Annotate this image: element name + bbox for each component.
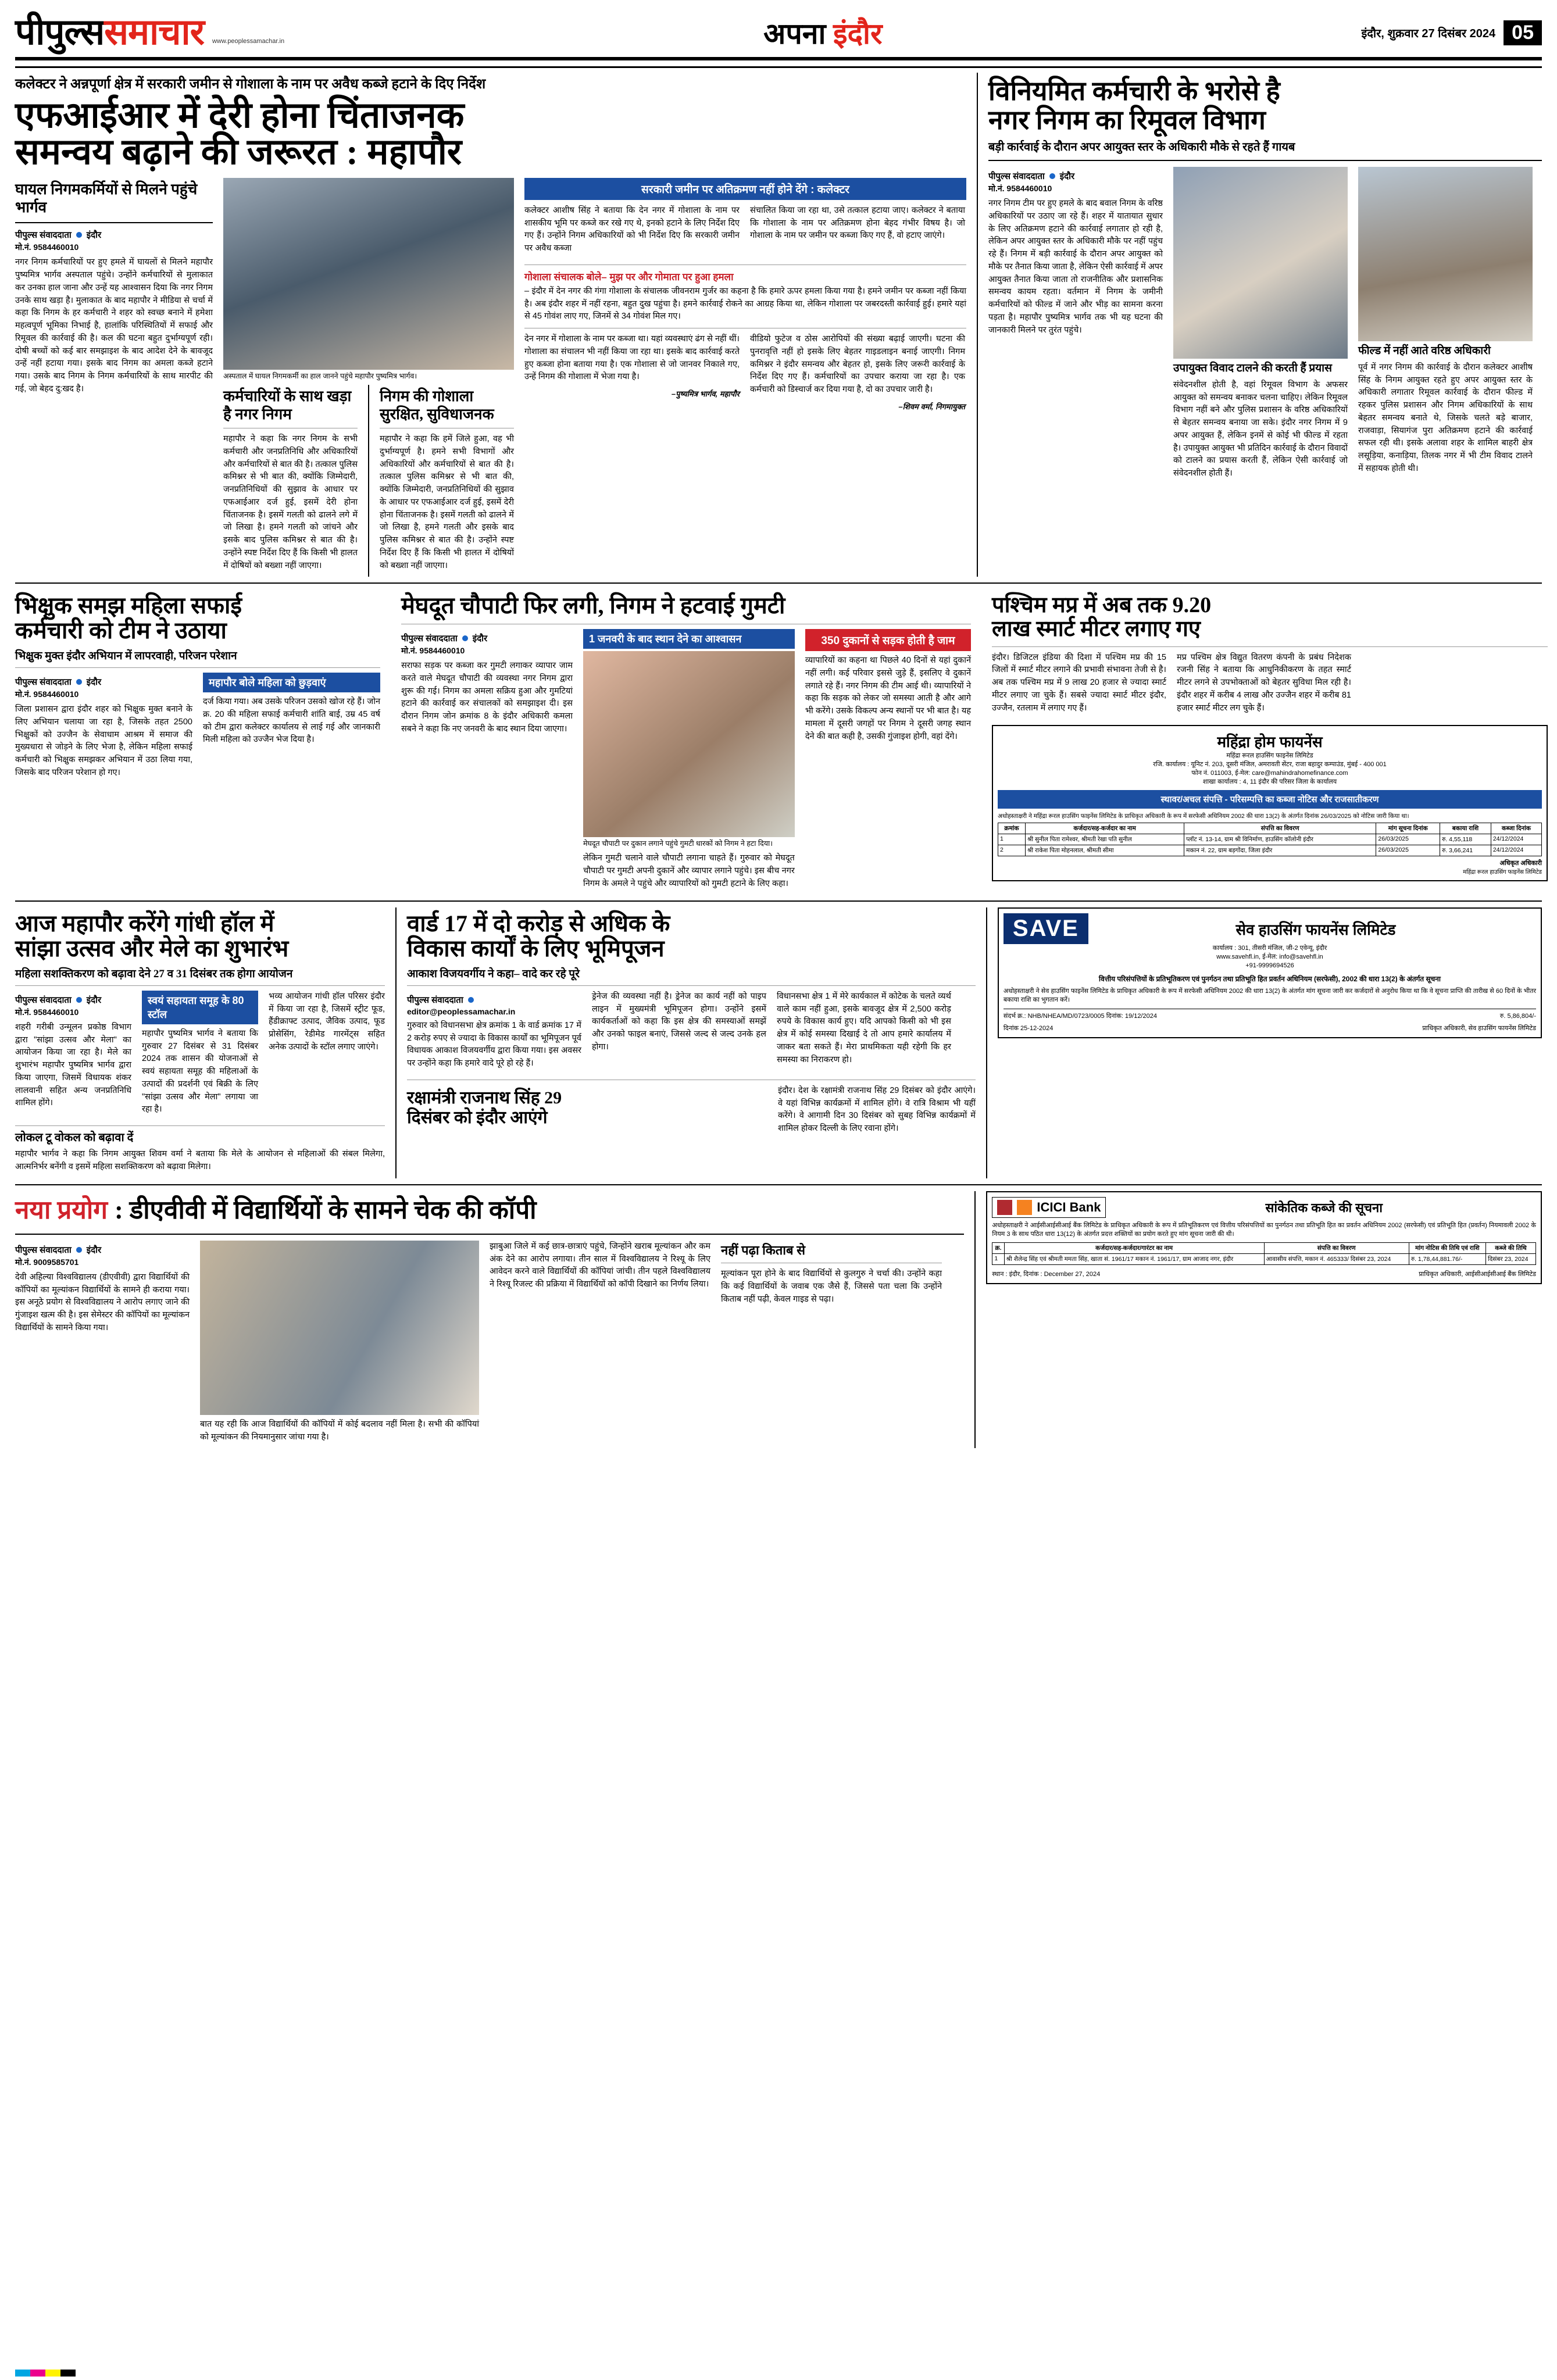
rule xyxy=(15,1125,385,1126)
byline-mobile: मो.नं. 9584460010 xyxy=(15,1007,79,1017)
bullet-icon xyxy=(76,1247,82,1253)
icici-table xyxy=(992,1242,1536,1265)
divider xyxy=(986,907,987,1178)
cell: श्री सुनील पिता रामेश्वर, श्रीमती रेखा पति सुनील xyxy=(1026,834,1184,845)
save-heading: वित्तीय परिसंपत्तियों के प्रतिभूतिकरण एवं पुनर्गठन तथा प्रतिभूति हित प्रवर्तन अधिनियम (सरफेसी), 2002 की धारा 13(2) के अंतर्गत सूचना xyxy=(1098,974,1441,983)
rajnath-head-2: दिसंबर को इंदौर आएंगे xyxy=(406,1107,548,1127)
ward17-columns xyxy=(407,991,976,1075)
mahindra-phone[interactable]: फोन नं. 011003, ई-मेल: care@mahindrahomefinance.com xyxy=(1191,769,1348,777)
byline-email[interactable]: editor@peoplessamachar.in xyxy=(406,1006,516,1016)
lead-kicker: कलेक्टर ने अन्नपूर्णा क्षेत्र में सरकारी जमीन से गोशाला के नाम पर अवैध कब्जे हटाने के दिए निर्देश xyxy=(15,77,486,92)
cell: 26/03/2025 xyxy=(1376,845,1440,856)
rajnath-block xyxy=(407,1085,976,1140)
divider xyxy=(974,1191,976,1449)
gandhi-col3: भव्य आयोजन गांधी हॉल परिसर इंदौर में किया जा रहा है, जिसमें स्ट्रीट फूड, हैंडीक्राफ्ट उत्पाद, जैविक उत्पाद, फूड प्रोसेसिंग, रेडीमेड गारमेंट्स सहित अनेक उत्पादों के स्टॉल लगाए जाएंगे। xyxy=(269,991,385,1052)
cell: 24/12/2024 xyxy=(1491,845,1541,856)
naya-prayog-columns xyxy=(15,1241,964,1449)
lead-story-block xyxy=(15,73,966,577)
rule xyxy=(15,222,213,223)
smartmeter-head-1: पश्चिम मप्र में अब तक 9.20 xyxy=(992,593,1212,618)
rule xyxy=(992,646,1548,647)
byline xyxy=(407,994,581,1006)
cell: 2 xyxy=(998,845,1026,856)
mahindra-table-title: स्थावर/अचल संपत्ति - परिसम्पत्ति का कब्जा नोटिस और राजसातीकरण xyxy=(998,790,1542,809)
mahindra-signature-2: महिंद्रा रूरल हाउसिंग फाइनेंस लिमिटेड xyxy=(1463,869,1542,875)
right-lead-columns xyxy=(988,167,1542,485)
icici-logo xyxy=(992,1197,1106,1218)
edition-date: इंदौर, शुक्रवार 27 दिसंबर 2024 xyxy=(1361,27,1496,40)
logo-red-text: समाचार xyxy=(104,13,204,52)
right-col2: संवेदनशील होती है, वहां रिमूवल विभाग के अफसर आयुक्त को समन्वय बनाकर चलना चाहिए। लेकिन रिमूवल विभाग नहीं बने और पुलिस प्रशासन के वरिष्ठ अधिकारियों से बेहतर समन्वय बनाया जा सके। इंदौर नगर निगम में 9 अपर आयुक्त हैं, लेकिन इनमें से कोई भी फील्ड में रहता है। उपायुक्त आयुक्त भी प्रतिदिन कार्रवाई के दौरान विवादों को टालने का प्रयास करती हैं, लेकिन ऐसी कार्रवाई जो संवेदनशील होती हैं। xyxy=(1173,380,1348,478)
cell: मकान नं. 22, ग्राम बड़गोंदा, जिला इंदौर xyxy=(1184,845,1376,856)
byline-name: पीपुल्स संवाददाता xyxy=(988,171,1045,182)
meghdoot-col1: सराफा सड़क पर कब्जा कर गुमटी लगाकर व्यापार जाम करते वाले मेघदूत चौपाटी की व्यवस्था नगर निगम द्वारा शुरू की गई। निगम का अमला सक्रिय हुआ और गुमटियां हटाने की कार्रवाई कर संचालकों को समझाइश दी। इस दौरान निगम जोन क्रमांक 8 के इंदौर अधिकारी कमला सबने ने कहा कि नए जनवरी के बाद स्थान दिया जाएगा। xyxy=(401,661,573,734)
byline xyxy=(401,632,573,644)
byline xyxy=(15,1244,190,1256)
bottom-section xyxy=(15,1191,1542,1449)
photo-caption: अस्पताल में घायल निगमकर्मी का हाल जानने पहुंचे महापौर पुष्यमित्र भार्गव। xyxy=(223,371,417,380)
right-lead-block xyxy=(988,73,1542,577)
goshala-body: महापौर ने कहा कि हमें जिले हुआ, वह भी दुर्भाग्यपूर्ण है। हमने सभी विभागों और अधिकारियों और कर्मचारियों से बात की है। तत्काल पुलिस कमिश्नर से भी बात की, क्योंकि जिम्मेदारी, जनप्रतिनिधियों की सुझाव के आधार पर एफआईआर दर्ज हुई, इसमें देरी होना चिंताजनक है। इसमें गलती को ढालने में जो लिखा है, हमने गलती और इसके बाद पुलिस कमिश्नर से बात की है। उन्होंने स्पष्ट निर्देश दिए हैं कि किसी भी हालत में दोषियों को बख्शा नहीं जाएगा। xyxy=(379,434,514,570)
rajnath-body: इंदौर। देश के रक्षामंत्री राजनाथ सिंह 29 दिसंबर को इंदौर आएंगे। वे यहां विभिन्न कार्यक्रमों में शामिल होंगे। वे रात्रि विश्राम भी यहीं करेंगे। वे आगामी दिन 30 दिसंबर को सुबह विभिन्न कार्यक्रमों में शामिल होकर दिल्ली के लिए रवाना होंगे। xyxy=(777,1085,976,1134)
ward17-subhead: आकाश विजयवर्गीय ने कहा– वादे कर रहे पूरे xyxy=(406,967,580,980)
rule xyxy=(15,1234,964,1235)
meghdoot-ribbon: 1 जनवरी के बाद स्थान देने का आश्वासन xyxy=(583,629,795,649)
byline-name: पीपुल्स संवाददाता xyxy=(15,995,72,1005)
smartmeter-col2: मप्र पश्चिम क्षेत्र विद्युत वितरण कंपनी के प्रबंध निदेशक रजनी सिंह ने बताया कि आधुनिकीकरण के तहत स्मार्ट मीटर लगने से उपभोक्ताओं को बेहतर सुविधा मिल रही है। इंदौर शहर में करीब 4 लाख और उज्जैन शहर में करीब 81 हजार स्मार्ट मीटर लग चुके हैं। xyxy=(1177,652,1351,713)
th-2: संपत्ति का विवरण xyxy=(1184,823,1376,834)
meghdoot-photo-caption: मेघदूत चौपाटी पर दुकान लगाने पहुंचे गुमटी धारकों को निगम ने हटा दिया। xyxy=(583,839,773,848)
save-web[interactable]: www.savehfl.in, ई-मेल: info@savehfl.in xyxy=(1216,953,1323,961)
right-head-2: नगर निगम का रिमूवल विभाग xyxy=(988,105,1266,135)
bhikshuk-bluebar: महापौर बोले महिला को छुड़वाएं xyxy=(203,673,380,692)
cell: दिसंबर 23, 2024 xyxy=(1485,1254,1535,1265)
th-2: संपत्ति का विवरण xyxy=(1264,1243,1409,1254)
th-4: कब्जे की तिथि xyxy=(1485,1243,1535,1254)
credit-commissioner: –शिवम वर्मा, निगमायुक्त xyxy=(898,402,965,411)
lead-headline-2: समन्वय बढ़ाने की जरूरत : महापौर xyxy=(15,132,462,172)
story-meghdoot xyxy=(401,589,971,895)
byline-mobile: मो.नं. 9584460010 xyxy=(988,184,1052,194)
mahindra-signature: अधिकृत अधिकारी xyxy=(1499,859,1542,867)
story-bhikshuk xyxy=(15,589,380,895)
mahindra-table xyxy=(998,823,1542,856)
save-ad-box xyxy=(998,907,1542,1038)
photo-meghdoot-chaupati xyxy=(583,651,795,837)
icici-mark2-icon xyxy=(1017,1200,1032,1215)
save-body: अधोहस्ताक्षरी ने सेव हाउसिंग फाइनेंस लिमिटेड के प्राधिकृत अधिकारी के रूप में सरफेसी अधिनियम 2002 की धारा 13(2) के अंतर्गत मांग सूचना जारी कर कर्जदारों से अनुरोध किया था कि वे सूचना प्राप्ति की तारीख से 60 दिनों के भीतर बकाया राशि का भुगतान करें। xyxy=(1003,987,1536,1004)
byline xyxy=(988,170,1163,182)
th-1: कर्जदार/सह-कर्जदार का नाम xyxy=(1026,823,1184,834)
gandhi-columns xyxy=(15,991,385,1121)
rule xyxy=(15,985,385,986)
photo-hospital-visit xyxy=(223,178,514,370)
ward17-col2: ड्रेनेज की व्यवस्था नहीं है। ड्रेनेज का कार्य नहीं को पाइप लाइन में मुख्यमंत्री भूमिपूजन होगा। उन्होंने इसमें कार्यकर्ताओं को कहा कि इस क्षेत्र की समस्याओं समझें और उनको फाइल बनाएं, जिससे जल्द से जल्द उनके हल होगा। xyxy=(591,991,766,1052)
divider xyxy=(368,385,369,577)
gandhi-col1: शहरी गरीबी उन्मूलन प्रकोष्ठ विभाग द्वारा "सांझा उत्सव और मेला" का आयोजन किया जा रहा है। मेले का शुभारंभ महापौर पुष्यमित्र भार्गव द्वारा किया जाएगा, जिसमें विधायक शंकर लालवानी सहित अन्य जनप्रतिनिधि शामिल होंगे। xyxy=(15,1022,131,1108)
cell: 26/03/2025 xyxy=(1376,834,1440,845)
naya-col2: झाबुआ जिले में कई छात्र-छात्राएं पहुंचे, जिन्होंने खराब मूल्यांकन और कम अंक देने का आरोप लगाया। तीन साल में विश्वविद्यालय ने रिश्यू के लिए आवेदन करने वाले विद्यार्थियों की कॉपियां जांची। तीन पहले विश्वविद्यालय ने रिश्यू रिजल्ट की प्रक्रिया में विद्यार्थियों को कॉपी दिखाने का निर्णय लिया। xyxy=(490,1241,710,1289)
sub-story-karmchari xyxy=(223,385,358,577)
naya-prayog-label: नया प्रयोग xyxy=(15,1195,108,1224)
gandhi-col2: महापौर पुष्यमित्र भार्गव ने बताया कि गुरुवार 27 दिसंबर से 31 दिसंबर 2024 तक शासन की योजनाओं से स्वयं सहायता समूह की महिलाओं के उत्पादों की प्रदर्शनी एवं बिक्री के लिए "सांझा उत्सव और मेला" लगाया जा रहा है। xyxy=(142,1028,258,1114)
ward17-col1: गुरुवार को विधानसभा क्षेत्र क्रमांक 1 के वार्ड क्रमांक 17 में 2 करोड़ रुपए से ज्यादा के विकास कार्यों का भूमिपूजन पूर्व विधायक आकाश विजयवर्गीय द्वारा किया गया। इस अवसर पर उन्होंने कहा कि हमारे वादे पूरे हो रहे हैं। xyxy=(406,1020,581,1069)
masthead-right xyxy=(1361,20,1542,45)
byline-name: पीपुल्स संवाददाता xyxy=(15,1245,72,1255)
save-logo: SAVE xyxy=(1004,913,1088,944)
right-head-1: विनियमित कर्मचारी के भरोसे है xyxy=(988,76,1280,106)
bullet-icon xyxy=(76,679,82,685)
box-350-body: व्यापारियों का कहना था पिछले 40 दिनों से यहां दुकानें नहीं लगी। कई परिवार इससे जुड़े हैं, इसलिए वे दुकानें लगाते रहे हैं। नगर निगम की टीम आई थी। व्यापारियों ने कहा कि सड़क को लेकर जो समस्या आती है और आगे भी करेंगे। उसके विकल्प अन्य स्थानों पर भी बात है। यह मामला में दूसरी जगहों पर निगम ने दूसरी जगह स्थान देने की बात कही है, उसकी गुंजाइश होगी, वहां देंगे। xyxy=(805,656,971,741)
table-header-row xyxy=(992,1243,1536,1254)
rule xyxy=(15,667,380,668)
cmyk-registration-marks xyxy=(15,2370,76,2377)
bullet-icon xyxy=(76,997,82,1003)
save-date: दिनांक 25-12-2024 xyxy=(1003,1024,1054,1032)
divider xyxy=(977,73,978,577)
mahindra-title: महिंद्रा होम फायनेंस xyxy=(1217,733,1323,751)
goshala-head: निगम की गोशाला सुरक्षित, सुविधाजनक xyxy=(379,387,494,423)
ad-mahindra xyxy=(992,725,1548,881)
upayukt-head: उपायुक्त विवाद टालने की करती हैं प्रयास xyxy=(1173,362,1332,375)
column-ghayal xyxy=(15,178,213,577)
magenta-swatch xyxy=(30,2370,45,2377)
th-4: बकाया राशि xyxy=(1440,823,1491,834)
edition-title-1: अपना xyxy=(763,17,826,50)
naya-col3: बात यह रही कि आज विद्यार्थियों की कॉपियों में कोई बदलाव नहीं मिला है। सभी की कॉपियां को मूल्यांकन की नियमानुसार जांचा गया है। xyxy=(200,1419,479,1442)
right-col1: नगर निगम टीम पर हुए हमले के बाद बवाल निगम के वरिष्ठ अधिकारियों पर उठाए जा रहे हैं। शहर में यातायात सुधार के लिए अतिक्रमण हटाने की कार्रवाई लगातार हो रही है, लेकिन अपर आयुक्त स्तर के अधिकारी मौके पर नहीं पहुंच रहे हैं। निगम में बड़ी कार्रवाई के दौरान अपर आयुक्त को मौके पर तैनात किया जाता है, लेकिन ऐसी कार्रवाई में अपर आयुक्त तैनात किया जाता तो राजनीतिक और प्रशासनिक समन्वय कायम रहता। वर्तमान में निगम के जमीनी कर्मचारियों को फील्ड में जाने और भीड़ का सामना करना पड़ता है। महापौर पुष्यमित्र भार्गव तक भी यह घटना की जानकारी मिलने पर तुरंत पहुंचे। xyxy=(988,199,1163,335)
icici-ad-box xyxy=(986,1191,1542,1285)
rule xyxy=(15,900,1542,902)
cell: श्री शैलेन्द्र सिंह एवं श्रीमती ममता सिंह, खाता सं. 1961/17 मकान नं. 1961/17, ग्राम आजाद नगर, इंदौर xyxy=(1004,1254,1264,1265)
byline-city: इंदौर xyxy=(86,677,102,687)
cell: आवासीय संपत्ति, मकान नं. 465333/ दिसंबर 23, 2024 xyxy=(1264,1254,1409,1265)
cell: 1 xyxy=(998,834,1026,845)
right-col-text xyxy=(988,167,1163,485)
save-footer: प्राधिकृत अधिकारी, सेव हाउसिंग फायनेंस लिमिटेड xyxy=(1422,1024,1536,1032)
th-0: क्रमांक xyxy=(998,823,1026,834)
box-350-title: 350 दुकानों से सड़क होती है जाम xyxy=(805,629,971,651)
local-vocal-title: लोकल टू वोकल को बढ़ावा दें xyxy=(15,1131,134,1145)
karmchari-body: महापौर ने कहा कि नगर निगम के सभी कर्मचारी और जनप्रतिनिधि और अधिकारियों और कर्मचारियों से बात की है। तत्काल पुलिस कमिश्नर से भी बात की, क्योंकि जिम्मेदारी, जनप्रतिनिधियों की सुझाव के आधार पर एफआईआर दर्ज हुई, इसमें देरी होना चिंताजनक है। इसमें गलती को ढालने लगे में जो लिखा है। हमने गलती को जांचने और इसके बाद पुलिस कमिश्नर से बात की है। उन्होंने स्पष्ट निर्देश दिए हैं कि किसी भी हालत में दोषियों को बख्शा नहीं जाएगा। xyxy=(223,434,358,570)
photo-crowd xyxy=(1358,167,1533,341)
byline xyxy=(15,994,131,1006)
publication-logo xyxy=(15,15,284,51)
page-number: 05 xyxy=(1504,20,1542,45)
divider xyxy=(395,907,397,1178)
bhikshuk-col1: जिला प्रशासन द्वारा इंदौर शहर को भिक्षुक मुक्त बनाने के लिए अभियान चलाया जा रहा है, जिसके तहत 2500 भिक्षुकों को उज्जैन के सेवाधाम आश्रम में समाज की मुख्यधारा से जोड़ने के लिए भेजा है, लेकिन महिला सफाई कर्मचारी को भिक्षुक समझकर अभियान में उठा लिया गया, जिसके बाद परिजन परेशान हो गए। xyxy=(15,705,192,777)
gandhi-head-1: आज महापौर करेंगे गांधी हॉल में xyxy=(15,910,274,937)
sub-story-goshala xyxy=(380,385,514,577)
mahindra-branch: शाखा कार्यालय : 4, 11 इंदौर की परिसर जिला के कार्यालय xyxy=(1202,778,1337,785)
kalector-col4: वीडियो फुटेज व ठोस आरोपियों की संख्या बढ़ाई जाएगी। घटना की पुनरावृत्ति नहीं हो इसके लिए बेहतर गाइडलाइन बनाई जाएगी। निगम कमिश्नर ने इंदौर समन्वय और बेहतर हो, इसके लिए जरूरी कार्रवाई के निर्देश दिए गए हैं। कर्मचारियों का उपचार कराया जा रहा है। एक कर्मचारी को डिस्चार्ज कर दिया गया है, दो का उपचार जारी है। xyxy=(750,334,965,395)
two-sub-stories xyxy=(223,385,514,577)
save-address: कार्यालय : 301, तीसरी मंजिल, जी-2 एवेन्यू, इंदौर xyxy=(1212,945,1327,952)
mahindra-line1: महिंद्रा रूरल हाउसिंग फाइनेंस लिमिटेड xyxy=(1226,752,1313,760)
byline-mobile: मो.नं. 9584460010 xyxy=(15,242,79,252)
save-phone[interactable]: +91-9999694526 xyxy=(1245,962,1294,970)
goshala-sanchalak-head: गोशाला संचालक बोले– मुझ पर और गोमाता पर हुआ हमला xyxy=(524,271,734,283)
karmchari-head: कर्मचारियों के साथ खड़ा है नगर निगम xyxy=(223,387,352,423)
rule xyxy=(15,1184,1542,1185)
gandhi-head-2: सांझा उत्सव और मेले का शुभारंभ xyxy=(15,935,289,962)
th-1: कर्जदार/सह-कर्जदार/गारंटर का नाम xyxy=(1004,1243,1264,1254)
icici-title: सांकेतिक कब्जे की सूचना xyxy=(1265,1200,1383,1215)
story-naya-prayog xyxy=(15,1191,964,1449)
icici-footer: प्राधिकृत अधिकारी, आईसीआईसीआई बैंक लिमिटेड xyxy=(1419,1271,1536,1278)
photo-caption-body: पूर्व में नगर निगम की कार्रवाई के दौरान कलेक्टर आशीष सिंह के निगम आयुक्त रहते हुए अपर आयुक्त स्तर के अधिकारी लगातार रिमूवल कार्रवाई के दौरान फील्ड में रहकर पुलिस प्रशासन और निगम अधिकारियों के साथ बेहतर समन्वय बनाते थे, जिसके चलते बड़े बाजार, राजवाड़ा, सियागंज पुरा अतिक्रमण हटाने की कार्रवाई सफल रही थी। इसके अलावा शहर के शामिल बाहरी क्षेत्र लसूड़िया, कनाड़िया, तिलक नगर में भी टीम विवाद टालने में सहायक होती थी। xyxy=(1358,362,1533,473)
black-swatch xyxy=(60,2370,76,2377)
cell: रु. 1,78,44,881.76/- xyxy=(1409,1254,1485,1265)
icici-bank-name: ICICI Bank xyxy=(1037,1199,1101,1214)
naya-col1: देवी अहिल्या विश्वविद्यालय (डीएवीवी) द्वारा विद्यार्थियों की कॉपियों का मूल्यांकन विद्यार्थियों के सामने ही कराया गया। इस अनूठे प्रयोग से विश्वविद्यालय ने आरोप लगाए जाने की गुंजाइश खत्म की है। इस सेमेस्टर की कॉपियों का मूल्यांकन विद्यार्थियों के सामने किया गया। xyxy=(15,1272,190,1332)
kalector-col1: कलेक्टर आशीष सिंह ने बताया कि देन नगर में गोशाला के नाम पर शासकीय भूमि पर कब्जे कर रखे गए थे, इनको हटाने के लिए निर्देश दिए गए हैं। उन्होंने निगम अधिकारियों को भी निर्देश दिए कि सरकारी जमीन पर अवैध कब्जा xyxy=(524,205,740,253)
photo-truck-removal xyxy=(1173,167,1348,359)
th-5: कब्जा दिनांक xyxy=(1491,823,1541,834)
nahi-padha-title: नहीं पढ़ा किताब से xyxy=(721,1242,805,1257)
bullet-icon xyxy=(468,997,474,1003)
box-kalector-top xyxy=(524,205,966,260)
save-ref: संदर्भ क्र.: NHB/NHEA/MD/0723/0005 दिनांक: 19/12/2024 xyxy=(1003,1012,1157,1020)
box-kalector-bottom xyxy=(524,333,966,412)
photo-davv-hall xyxy=(200,1241,479,1415)
meghdoot-col2: लेकिन गुमटी चलाने वाले चौपाटी लगाना चाहते हैं। गुरुवार को मेघदूत चौपाटी पर गुमटी अपनी दुकानें और व्यापार लगाने पहुंचे। इस बीच नगर निगम के अमले ने पहुंचे और व्यापारियों को गुमटी हटाने के लिए कहा। xyxy=(583,853,795,888)
gandhi-bluebar: स्वयं सहायता समूह के 80 स्टॉल xyxy=(142,991,258,1024)
th-0: क्र. xyxy=(992,1243,1004,1254)
rule xyxy=(15,583,1542,584)
bullet-icon xyxy=(1049,173,1055,179)
meghdoot-columns xyxy=(401,629,971,895)
byline xyxy=(15,676,192,688)
right-subhead: बड़ी कार्रवाई के दौरान अपर आयुक्त स्तर के अधिकारी मौके से रहते हैं गायब xyxy=(988,141,1295,154)
rule xyxy=(407,985,976,986)
edition-title xyxy=(763,13,882,52)
mahindra-address: रजि. कार्यालय : यूनिट नं. 203, दूसरी मंजिल, अमरावती सेंटर, राजा बहादुर कम्पाउंड, मुंबई - 400 001 xyxy=(1153,761,1387,769)
byline-name: पीपुल्स संवाददाता xyxy=(15,230,72,241)
masthead xyxy=(15,13,1542,60)
ghayal-head-1: घायल निगमकर्मियों से मिलने पहुंचे भार्गव xyxy=(15,180,198,216)
edition-title-2: इंदौर xyxy=(833,17,883,50)
lead-headline-1: एफआईआर में देरी होना चिंताजनक xyxy=(15,96,465,135)
logo-main-text: पीपुल्स xyxy=(15,13,105,52)
ad-icici xyxy=(986,1191,1542,1449)
smartmeter-col1: इंदौर। डिजिटल इंडिया की दिशा में पश्चिम मप्र की 15 जिलों में स्मार्ट मीटर लगाने की प्रभावी संभावना तेजी से है। अब तक पश्चिम मप्र में 9 लाख 20 हजार से ज्यादा स्मार्ट मीटर लगाए जा चुके हैं। सबसे ज्यादा स्मार्ट मीटर इंदौर, उज्जैन, रतलाम में लगाए गए हैं। xyxy=(992,652,1166,713)
yellow-swatch xyxy=(45,2370,60,2377)
mahindra-note: अधोहस्ताक्षरी ने महिंद्रा रूरल हाउसिंग फाइनेंस लिमिटेड के प्राधिकृत अधिकारी के रूप में सरफेसी अधिनियम 2002 की धारा 13(2) के अंतर्गत दिनांक 26/03/2025 को नोटिस जारी किया था। xyxy=(998,812,1409,820)
ghayal-body: नगर निगम कर्मचारियों पर हुए हमले में घायलों से मिलने महापौर पुष्यमित्र भार्गव अस्पताल पहुंचे। उन्होंने कर्मचारियों से मुलाकात कर उनका हाल जाना और उन्हें यह आश्वासन दिया कि नगर निगम उनके साथ खड़ा है। मुलाकात के बाद महापौर ने मीडिया से चर्चा में कहा कि निगम के हर कर्मचारी ने शहर को स्वच्छ बनाने में हमेशा महत्वपूर्ण भूमिका निभाई है, हालांकि परिस्थितियों में सफाई और रिमूवल की कार्रवाई की है। कल की घटना बहुत दुर्भाग्यपूर्ण रही। दोषी बच्चों को कई बार समझाइश के बाद आदेश देने के बावजूद उन्हें नहीं हटाया गया। इसके बाद निगम का अमला कब्जे हटाने गया। उसके बाद निगम के निगम कर्मचारियों के साथ मारपीट की गई, जो बेहद दु:खद है। xyxy=(15,258,213,394)
gandhi-subhead: महिला सशक्तिकरण को बढ़ावा देने 27 व 31 दिसंबर तक होगा आयोजन xyxy=(15,967,293,980)
credit-mayor: –पुष्यमित्र भार्गव, महापौर xyxy=(671,389,740,399)
byline-name: पीपुल्स संवाददाता xyxy=(406,995,463,1005)
logo-text xyxy=(15,15,204,51)
ad-save xyxy=(998,907,1542,1178)
meghdoot-head: मेघदूत चौपाटी फिर लगी, निगम ने हटवाई गुमटी xyxy=(401,592,785,619)
kalector-col3: देन नगर में गोशाला के नाम पर कब्जा था। यहां व्यवस्थाएं ढंग से नहीं थीं। गोशाला का संचालन भी नहीं किया जा रहा था। इसके बाद कार्रवाई करते हुए कब्जा होना बताया गया है। एक गोशाला से जो जानवर निकाले गए, उन्हें निगम की गोशाला में भेजा गया है। xyxy=(524,334,740,382)
byline-name: पीपुल्स संवाददाता xyxy=(401,634,458,644)
icici-place-date: स्थान : इंदौर, दिनांक : December 27, 2024 xyxy=(992,1271,1101,1278)
icici-mark-icon xyxy=(997,1200,1012,1215)
byline xyxy=(15,229,213,241)
bhikshuk-head-1: भिक्षुक समझ महिला सफाई xyxy=(15,592,242,619)
cell: प्लॉट नं. 13-14, ग्राम श्री विनिर्माण, हाउसिंग कॉलोनी इंदौर xyxy=(1184,834,1376,845)
byline-city: इंदौर xyxy=(1059,171,1075,182)
kalector-col2: संचालित किया जा रहा था, उसे तत्काल हटाया जाए। कलेक्टर ने बताया कि गोशाला के नाम पर अतिक्रमण होना बेहद गंभीर विषय है। जो गोशाला के नाम पर जमीन पर कब्जा किए गए हैं, वो हटाए जाएंगे। xyxy=(750,205,965,241)
th-3: मांग नोटिस की तिथि एवं राशि xyxy=(1409,1243,1485,1254)
byline-mobile: मो.नं. 9584460010 xyxy=(15,689,79,699)
bhikshuk-head-2: कर्मचारी को टीम ने उठाया xyxy=(15,617,227,644)
table-row xyxy=(992,1254,1536,1265)
goshala-sanchalak-body: – इंदौर में देन नगर की गंगा गोशाला के संचालक जीवनराम गुर्जर का कहना है कि हमारे ऊपर हमला किया गया है। हमने जमीन पर कब्जा नहीं किया है। अब इंदौर शहर में नहीं रहना, बहुत दुख पहुंचा है। हमने कार्रवाई रोकने का आग्रह किया था, लेकिन गोशाला पर जबरदस्ती कार्रवाई हुई। हमारे यहां से 45 गोवंश लाए गए, जिनमें से 34 गोवंश मिल गए। xyxy=(524,286,966,321)
table-row xyxy=(998,834,1542,845)
photo-caption-title: फील्ड में नहीं आते वरिष्ठ अधिकारी xyxy=(1358,345,1491,358)
save-amount: रु. 5,86,804/- xyxy=(1499,1012,1536,1020)
cell: श्री राकेश पिता मोहनलाल, श्रीमती सीमा xyxy=(1026,845,1184,856)
nahi-padha-body: मूल्यांकन पूरा होने के बाद विद्यार्थियों से कुलगुरु ने चर्चा की। उन्होंने कहा कि कई विद्यार्थियों के जवाब एक जैसे हैं, जिससे पता चला कि उन्होंने किताब नहीं पढ़ी, केवल गाइड से पढ़ा। xyxy=(721,1269,942,1304)
website-url[interactable]: www.peoplessamachar.in xyxy=(212,38,285,45)
right-col-text-2 xyxy=(1173,167,1348,485)
ward17-col3: विधानसभा क्षेत्र 1 में मेरे कार्यकाल में कोटेक के चलते व्यर्थ वाले काम नहीं हुआ, इसके बावजूद क्षेत्र में 2,500 करोड़ रुपये के विकास कार्य हुए। यदि आपको किसी को भी इस क्षेत्र में कोई समस्या दिखाई दे तो आप हमारे कार्यालय में जाकर बता सकते हैं। मेरा प्राथमिकता यही रहेगी कि हर समस्या का निराकरण हो। xyxy=(776,991,951,1064)
top-section xyxy=(15,73,1542,577)
smartmeter-columns xyxy=(992,652,1548,720)
cyan-swatch xyxy=(15,2370,30,2377)
smartmeter-head-2: लाख स्मार्ट मीटर लगाए गए xyxy=(992,616,1201,641)
table-header-row xyxy=(998,823,1542,834)
ward17-head-1: वार्ड 17 में दो करोड़ से अधिक के xyxy=(406,910,670,937)
cell: रु. 4,55,118 xyxy=(1440,834,1491,845)
cell: 1 xyxy=(992,1254,1004,1265)
bhikshuk-columns xyxy=(15,673,380,784)
th-3: मांग सूचना दिनांक xyxy=(1376,823,1440,834)
column-photo xyxy=(223,178,514,577)
table-row xyxy=(998,845,1542,856)
rule xyxy=(15,66,1542,68)
second-section xyxy=(15,589,1542,895)
right-col-photo-caption xyxy=(1358,167,1533,485)
save-title: सेव हाउसिंग फायनेंस लिमिटेड xyxy=(1235,920,1396,938)
lead-columns xyxy=(15,178,966,577)
cell: 24/12/2024 xyxy=(1491,834,1541,845)
byline-mobile: मो.नं. 9009585701 xyxy=(15,1257,79,1267)
ward17-head-2: विकास कार्यों के लिए भूमिपूजन xyxy=(406,935,665,962)
byline-name: पीपुल्स संवाददाता xyxy=(15,677,72,687)
naya-prayog-head: : डीएवीवी में विद्यार्थियों के सामने चेक की कॉपी xyxy=(115,1195,537,1224)
bullet-icon xyxy=(462,635,468,641)
bhikshuk-col2: दर्ज किया गया। अब उसके परिजन उसको खोज रहे हैं। जोन क्र. 20 की महिला सफाई कर्मचारी शांति बाई, उम्र 45 वर्ष को टीम द्वारा कलेक्टर कार्यालय से लाई गई और जानकारी मिली महिला को उज्जैन भेज दिया है। xyxy=(203,697,380,745)
byline-city: इंदौर xyxy=(86,995,102,1005)
byline-mobile: मो.नं. 9584460010 xyxy=(401,646,465,656)
box-kalector-title: सरकारी जमीन पर अतिक्रमण नहीं होने देंगे : कलेक्टर xyxy=(524,178,966,200)
cell: रु. 3,66,241 xyxy=(1440,845,1491,856)
rajnath-head-1: रक्षामंत्री राजनाथ सिंह 29 xyxy=(406,1088,562,1107)
rule xyxy=(988,160,1542,161)
bhikshuk-subhead: भिक्षुक मुक्त इंदौर अभियान में लापरवाही, परिजन परेशान xyxy=(15,650,237,662)
bullet-icon xyxy=(76,232,82,238)
byline-city: इंदौर xyxy=(86,1245,102,1255)
third-section xyxy=(15,907,1542,1178)
box-kalector xyxy=(524,178,966,577)
story-gandhi-hall xyxy=(15,907,385,1178)
byline-city: इंदौर xyxy=(472,634,488,644)
local-vocal-body: महापौर भार्गव ने कहा कि निगम आयुक्त शिवम वर्मा ने बताया कि मेले के आयोजन से महिलाओं की संबल मिलेगा, आत्मनिर्भर बनेंगी व इसमें महिला सशक्तिकरण को बढ़ावा मिलेगा। xyxy=(15,1149,385,1171)
story-ward17 xyxy=(407,907,976,1178)
icici-body: अधोहस्ताक्षरी ने आईसीआईसीआई बैंक लिमिटेड के प्राधिकृत अधिकारी के रूप में प्रतिभूतिकरण एवं वित्तीय परिसंपत्तियों का पुनर्गठन तथा प्रतिभूति हित का प्रवर्तन अधिनियम 2002 (सरफेसी) एवं प्रतिभूति हित (प्रवर्तन) नियमावली 2002 के नियम 3 के साथ पठित धारा 13(12) के अंतर्गत प्रदत्त शक्तियों का प्रयोग करते हुए मांग सूचना जारी की थी। xyxy=(992,1221,1536,1238)
byline-city: इंदौर xyxy=(86,230,102,241)
right-lower-block xyxy=(992,589,1548,895)
